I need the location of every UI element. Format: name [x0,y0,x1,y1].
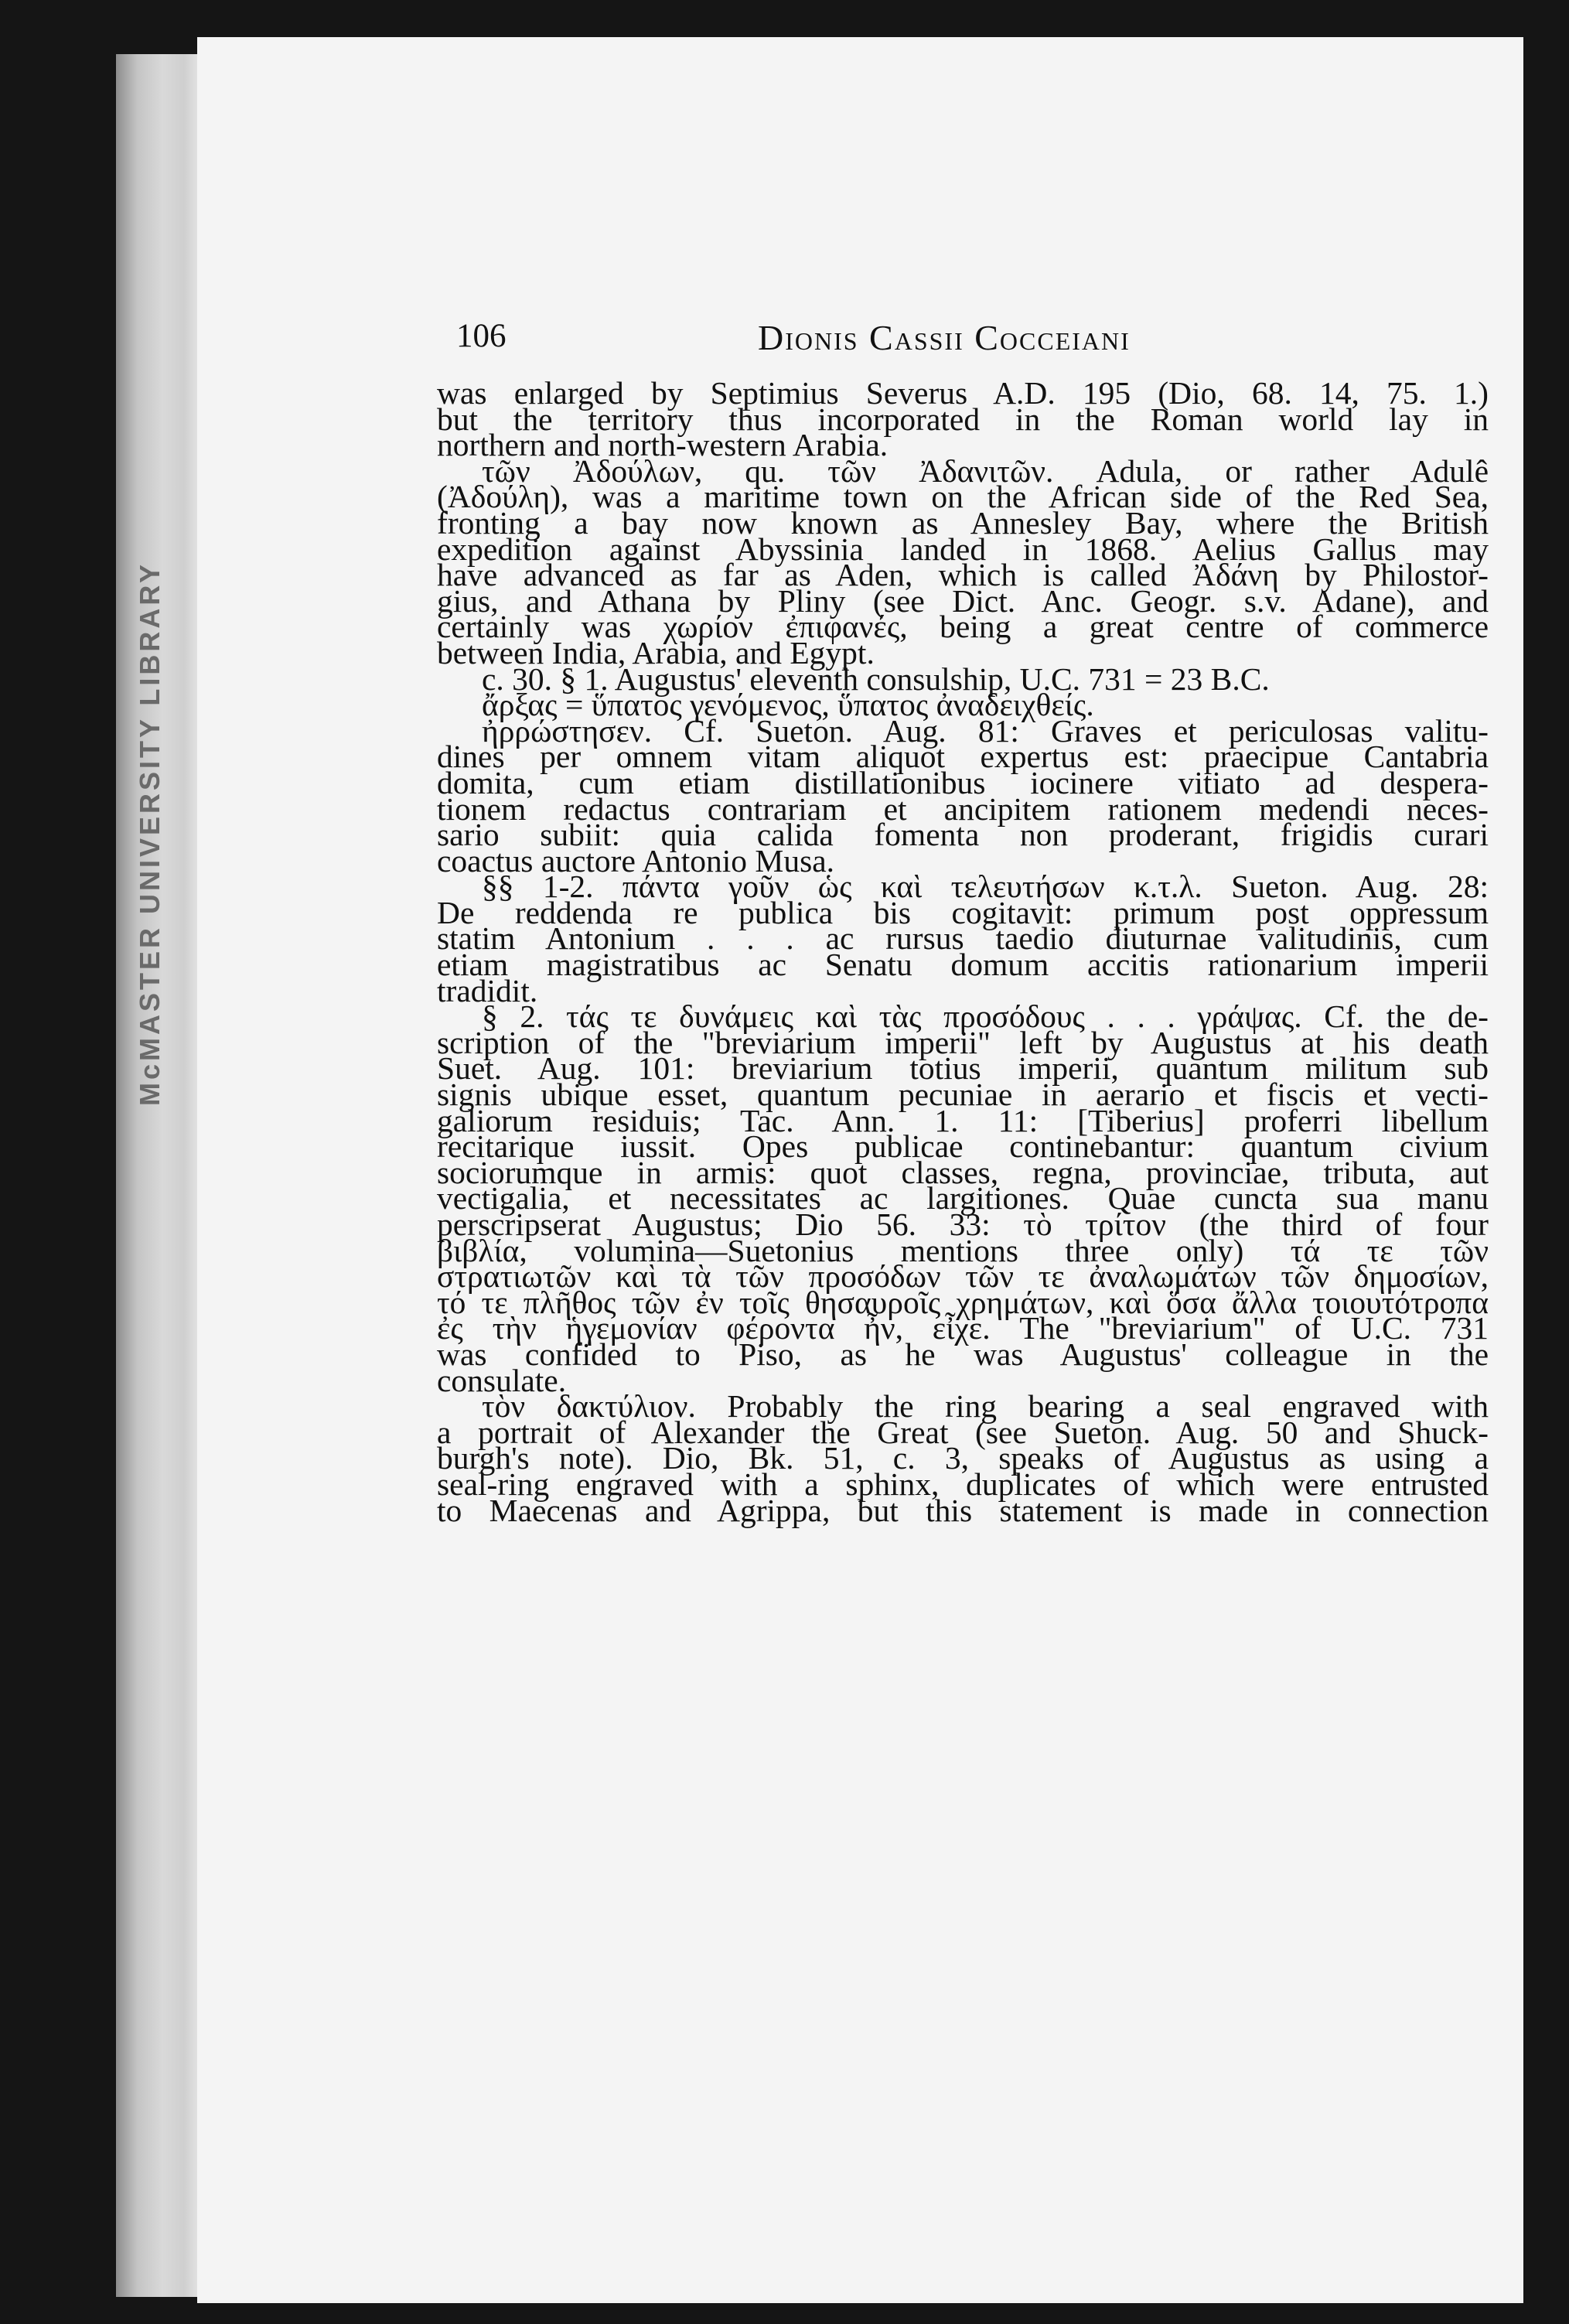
text-line: ἠρρώστησεν. Cf. Sueton. Aug. 81: Graves et periculosas valitu- [482,712,1489,749]
text-line: tradidit. [437,972,538,1008]
text-line: De reddenda re publica bis cogitavit: primum post oppressum [437,894,1489,930]
text-line: signis ubique esset, quantum pecuniae in aerario et fiscis et vecti- [437,1077,1489,1113]
text-line: Suet. Aug. 101: breviarium totius imperii, quantum militum sub [437,1050,1489,1087]
text-line: βιβλία, volumina—Suetonius mentions three only) τά τε τῶν [437,1232,1489,1268]
text-line: sociorumque in armis: quot classes, regna, provinciae, tributa, aut [437,1154,1489,1190]
text-line: statim Antonium . . . ac rursus taedio diuturnae valitudinis, cum [437,920,1489,957]
library-stamp: McMASTER UNIVERSITY LIBRARY [134,561,165,1106]
text-line: but the territory thus incorporated in the Roman world lay in [437,401,1489,437]
text-line: seal-ring engraved with a sphinx, duplicates of which were entrusted [437,1466,1489,1502]
text-line: fronting a bay now known as Annesley Bay, where the British [437,504,1489,541]
text-line: τῶν Ἀδούλων, qu. τῶν Ἀδανιτῶν. Adula, or rather Adulê [482,452,1489,489]
text-line: to Maecenas and Agrippa, but this statement is made in connection [437,1492,1489,1528]
text-line: burgh's note). Dio, Bk. 51, c. 3, speaks of Augustus as using a [437,1440,1489,1476]
text-line: dines per omnem vitam aliquot expertus est: praecipue Cantabria [437,739,1489,775]
text-line: certainly was χωρίον ἐπιφανές, being a great centre of commerce [437,609,1489,645]
text-line: coactus auctore Antonio Musa. [437,842,835,879]
text-line: ἄρξας = ὕπατος γενόμενος, ὕπατος ἀναδειχθείς. [482,687,1094,723]
text-line: etiam magistratibus ac Senatu domum accitis rationarium imperii [437,947,1489,983]
text-line: τὸν δακτύλιον. Probably the ring bearing a seal engraved with [482,1388,1489,1425]
text-line: a portrait of Alexander the Great (see Sueton. Aug. 50 and Shuck- [437,1414,1489,1450]
text-line: consulate. [437,1362,567,1398]
running-head [456,317,1508,363]
text-line: vectigalia, et necessitates ac largitiones. Quae cuncta sua manu [437,1180,1489,1217]
text-line: τό τε πλῆθος τῶν ἐν τοῖς θησαυροῖς χρημάτων, καὶ ὅσα ἄλλα τοιουτότροπα [437,1284,1489,1320]
text-line: ἐς τὴν ἡγεμονίαν φέροντα ἦν, εἶχε. The "breviarium" of U.C. 731 [437,1310,1489,1346]
text-line: have advanced as far as Aden, which is called Ἀδάνη by Philostor- [437,557,1489,593]
text-line: tionem redactus contrariam et ancipitem rationem medendi neces- [437,790,1489,827]
page-number: 106 [456,318,507,354]
text-line: galiorum residuis; Tac. Ann. 1. 11: [Tiberius] proferri libellum [437,1102,1489,1138]
text-line: στρατιωτῶν καὶ τὰ τῶν προσόδων τῶν τε ἀναλωμάτων τῶν δημοσίων, [437,1258,1489,1295]
text-line: scription of the "breviarium imperii" left by Augustus at his death [437,1024,1489,1060]
text-line: gius, and Athana by Pliny (see Dict. Anc. Geogr. s.v. Adane), and [437,582,1489,619]
text-line: recitarique iussit. Opes publicae continebantur: quantum civium [437,1128,1489,1165]
text-line: perscripserat Augustus; Dio 56. 33: τὸ τρίτον (the third of four [437,1206,1489,1242]
text-line: northern and north-western Arabia. [437,427,889,463]
text-line: §§ 1-2. πάντα γοῦν ὡς καὶ τελευτήσων κ.τ.λ. Sueton. Aug. 28: [482,869,1489,905]
text-line: was enlarged by Septimius Severus A.D. 195 (Dio, 68. 14, 75. 1.) [437,375,1489,411]
text-line: domita, cum etiam distillationibus iocinere vitiato ad despera- [437,764,1489,800]
text-line: c. 30. § 1. Augustus' eleventh consulship, U.C. 731 = 23 B.C. [482,660,1270,697]
body-text [437,375,1489,1528]
text-line: (Ἀδούλη), was a maritime town on the African side of the Red Sea, [437,479,1489,515]
text-line: sario subiit: quia calida fomenta non proderant, frigidis curari [437,817,1489,853]
text-line: expedition against Abyssinia landed in 1868. Aelius Gallus may [437,531,1489,567]
page-title: Dionis Cassii Cocceiani [758,318,1131,357]
text-line: § 2. τάς τε δυνάμεις καὶ τὰς προσόδους . . . γράψας. Cf. the de- [482,998,1489,1035]
text-line: between India, Arabia, and Egypt. [437,634,875,671]
text-line: was confided to Piso, as he was Augustus' colleague in the [437,1336,1489,1372]
